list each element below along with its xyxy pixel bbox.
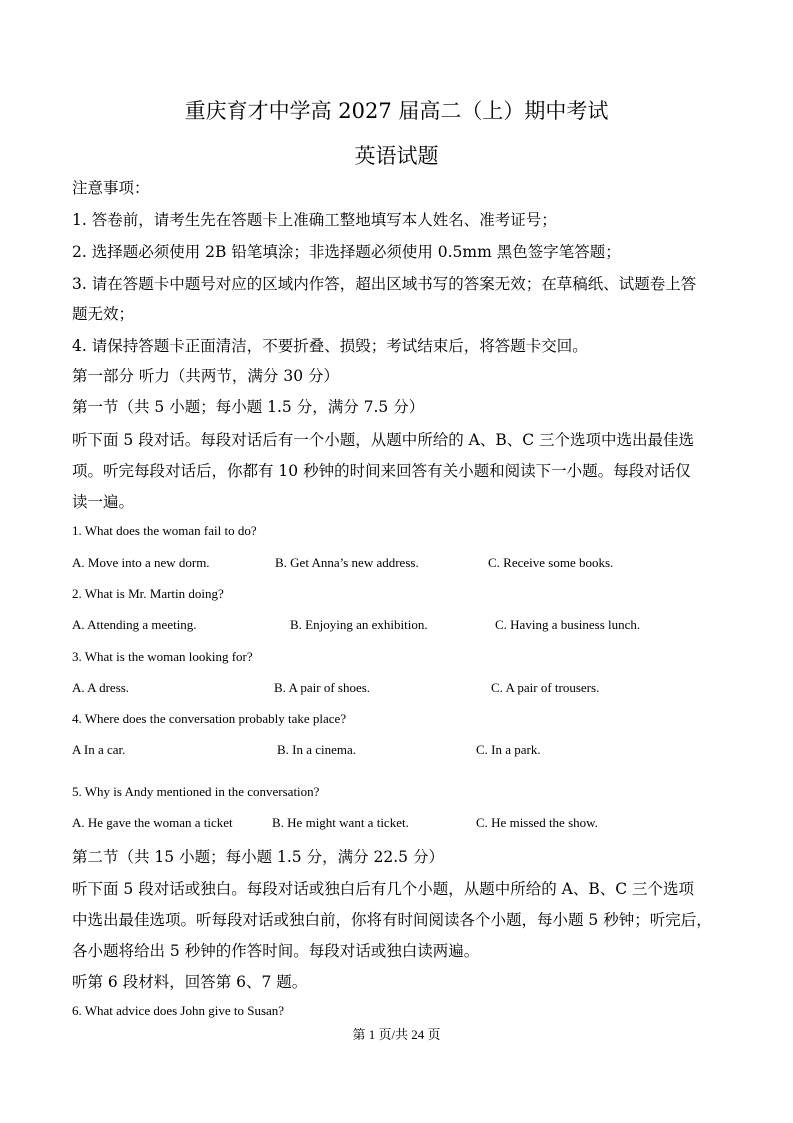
material-6-heading: 听第 6 段材料，回答第 6、7 题。 xyxy=(72,973,308,991)
section2-instruction-2: 中选出最佳选项。听每段对话或独白前，你将有时间阅读各个小题，每小题 5 秒钟；听完后， xyxy=(72,911,712,929)
question-4-stem: 4. Where does the conversation probably take place? xyxy=(72,711,347,726)
section1-instruction-2: 项。听完每段对话后，你都有 10 秒钟的时间来回答有关小题和阅读下一小题。每段对话仅 xyxy=(72,462,691,480)
page-number: 第 1 页/共 24 页 xyxy=(352,1027,441,1042)
notice-item-4: 4. 请保持答题卡正面清洁，不要折叠、损毁；考试结束后，将答题卡交回。 xyxy=(72,337,588,355)
question-1-stem: 1. What does the woman fail to do? xyxy=(72,523,257,538)
notice-item-3-cont: 题无效； xyxy=(72,305,135,323)
section1-instruction-1: 听下面 5 段对话。每段对话后有一个小题，从题中所给的 A、B、C 三个选项中选出最佳选 xyxy=(72,431,695,449)
question-5-option-c: C. He missed the show. xyxy=(476,815,598,830)
notice-item-1: 1. 答卷前，请考生先在答题卡上准确工整地填写本人姓名、准考证号； xyxy=(72,211,557,229)
notice-heading: 注意事项： xyxy=(72,179,150,197)
question-2-option-b: B. Enjoying an exhibition. xyxy=(290,617,428,632)
question-5-option-b: B. He might want a ticket. xyxy=(272,815,409,830)
question-5-option-a: A. He gave the woman a ticket xyxy=(72,815,233,830)
question-5-stem: 5. Why is Andy mentioned in the conversation? xyxy=(72,784,320,799)
part1-heading: 第一部分 听力（共两节，满分 30 分） xyxy=(72,367,340,385)
section2-instruction-3: 各小题将给出 5 秒钟的作答时间。每段对话或独白读两遍。 xyxy=(72,942,480,960)
question-3-option-c: C. A pair of trousers. xyxy=(491,680,600,695)
question-4-option-c: C. In a park. xyxy=(476,742,541,757)
question-3-option-b: B. A pair of shoes. xyxy=(274,680,371,695)
question-2-option-c: C. Having a business lunch. xyxy=(495,617,641,632)
section1-instruction-3: 读一遍。 xyxy=(72,493,135,511)
exam-subtitle: 英语试题 xyxy=(354,144,439,168)
section2-heading: 第二节（共 15 小题；每小题 1.5 分，满分 22.5 分） xyxy=(72,848,444,866)
question-1-option-c: C. Receive some books. xyxy=(488,555,614,570)
question-1-option-a: A. Move into a new dorm. xyxy=(72,555,210,570)
notice-item-3: 3. 请在答题卡中题号对应的区域内作答，超出区域书写的答案无效；在草稿纸、试题卷上答 xyxy=(72,275,697,293)
question-1-option-b: B. Get Anna’s new address. xyxy=(275,555,419,570)
section1-heading: 第一节（共 5 小题；每小题 1.5 分，满分 7.5 分） xyxy=(72,398,425,416)
question-6-stem: 6. What advice does John give to Susan? xyxy=(72,1003,285,1018)
question-3-option-a: A. A dress. xyxy=(72,680,130,695)
question-4-option-b: B. In a cinema. xyxy=(277,742,357,757)
question-2-option-a: A. Attending a meeting. xyxy=(72,617,197,632)
exam-title: 重庆育才中学高 2027 届高二（上）期中考试 xyxy=(184,99,609,123)
notice-item-2: 2. 选择题必须使用 2B 铅笔填涂；非选择题必须使用 0.5mm 黑色签字笔答题； xyxy=(72,243,621,261)
question-3-stem: 3. What is the woman looking for? xyxy=(72,649,253,664)
section2-instruction-1: 听下面 5 段对话或独白。每段对话或独白后有几个小题，从题中所给的 A、B、C 三个选项 xyxy=(72,880,695,898)
question-2-stem: 2. What is Mr. Martin doing? xyxy=(72,586,224,601)
question-4-option-a: A In a car. xyxy=(72,742,126,757)
